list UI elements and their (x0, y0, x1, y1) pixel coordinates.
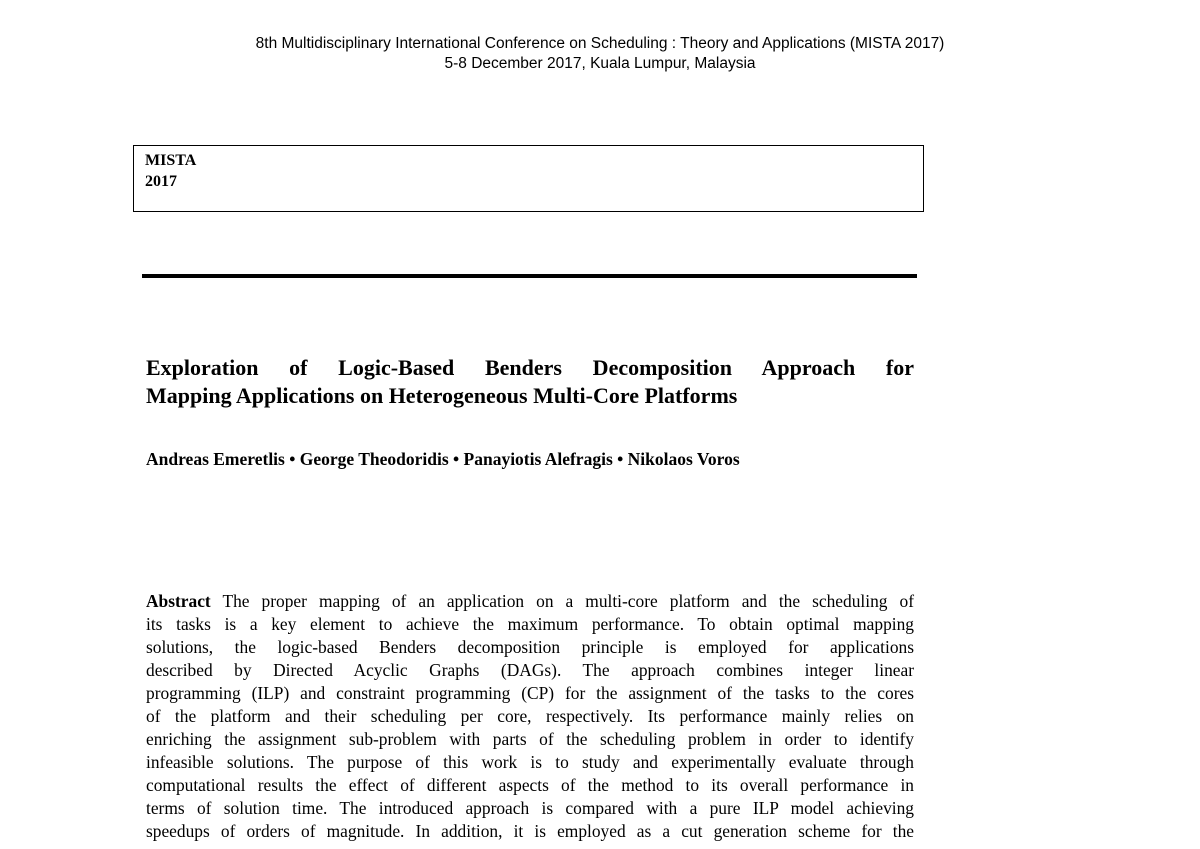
abstract-line-text: The proper mapping of an application on a multi-core platform and the scheduling of (222, 591, 914, 611)
abstract-line: of the platform and their scheduling per core, respectively. Its performance mainly relies on (146, 706, 914, 726)
mista-logo-line2: 2017 (145, 173, 177, 190)
abstract-label: Abstract (146, 591, 211, 611)
conference-date-location: 5-8 December 2017, Kuala Lumpur, Malaysia (444, 55, 756, 72)
abstract-line: terms of solution time. The introduced approach is compared with a pure ILP model achieving (146, 798, 914, 818)
abstract-line: its tasks is a key element to achieve the maximum performance. To obtain optimal mapping (146, 614, 914, 634)
paper-authors: Andreas Emeretlis • George Theodoridis • Panayiotis Alefragis • Nikolaos Voros (146, 449, 740, 469)
abstract-line: solutions, the logic-based Benders decomposition principle is employed for applications (146, 637, 914, 657)
abstract-line: programming (ILP) and constraint programming (CP) for the assignment of the tasks to the cores (146, 683, 914, 703)
abstract-line: computational results the effect of different aspects of the method to its overall performance in (146, 775, 914, 795)
conference-title: 8th Multidisciplinary International Conference on Scheduling : Theory and Applications (MISTA 2017) (255, 35, 945, 52)
paper-title-line2: Mapping Applications on Heterogeneous Multi-Core Platforms (146, 383, 738, 408)
mista-logo-line1: MISTA (145, 152, 197, 169)
conference-header (0, 34, 1200, 74)
horizontal-rule (142, 274, 917, 278)
paper-title (146, 354, 914, 410)
abstract-line (146, 590, 914, 613)
abstract-section (146, 590, 914, 843)
abstract-line: speedups of orders of magnitude. In addition, it is employed as a cut generation scheme for the (146, 821, 914, 841)
paper-title-line1: Exploration of Logic-Based Benders Decomposition Approach for (146, 355, 914, 380)
mista-logo-box (133, 145, 924, 212)
mista-logo-text (145, 150, 196, 192)
abstract-line: described by Directed Acyclic Graphs (DAGs). The approach combines integer linear (146, 660, 914, 680)
abstract-line: enriching the assignment sub-problem with parts of the scheduling problem in order to identify (146, 729, 914, 749)
abstract-line: infeasible solutions. The purpose of this work is to study and experimentally evaluate through (146, 752, 914, 772)
